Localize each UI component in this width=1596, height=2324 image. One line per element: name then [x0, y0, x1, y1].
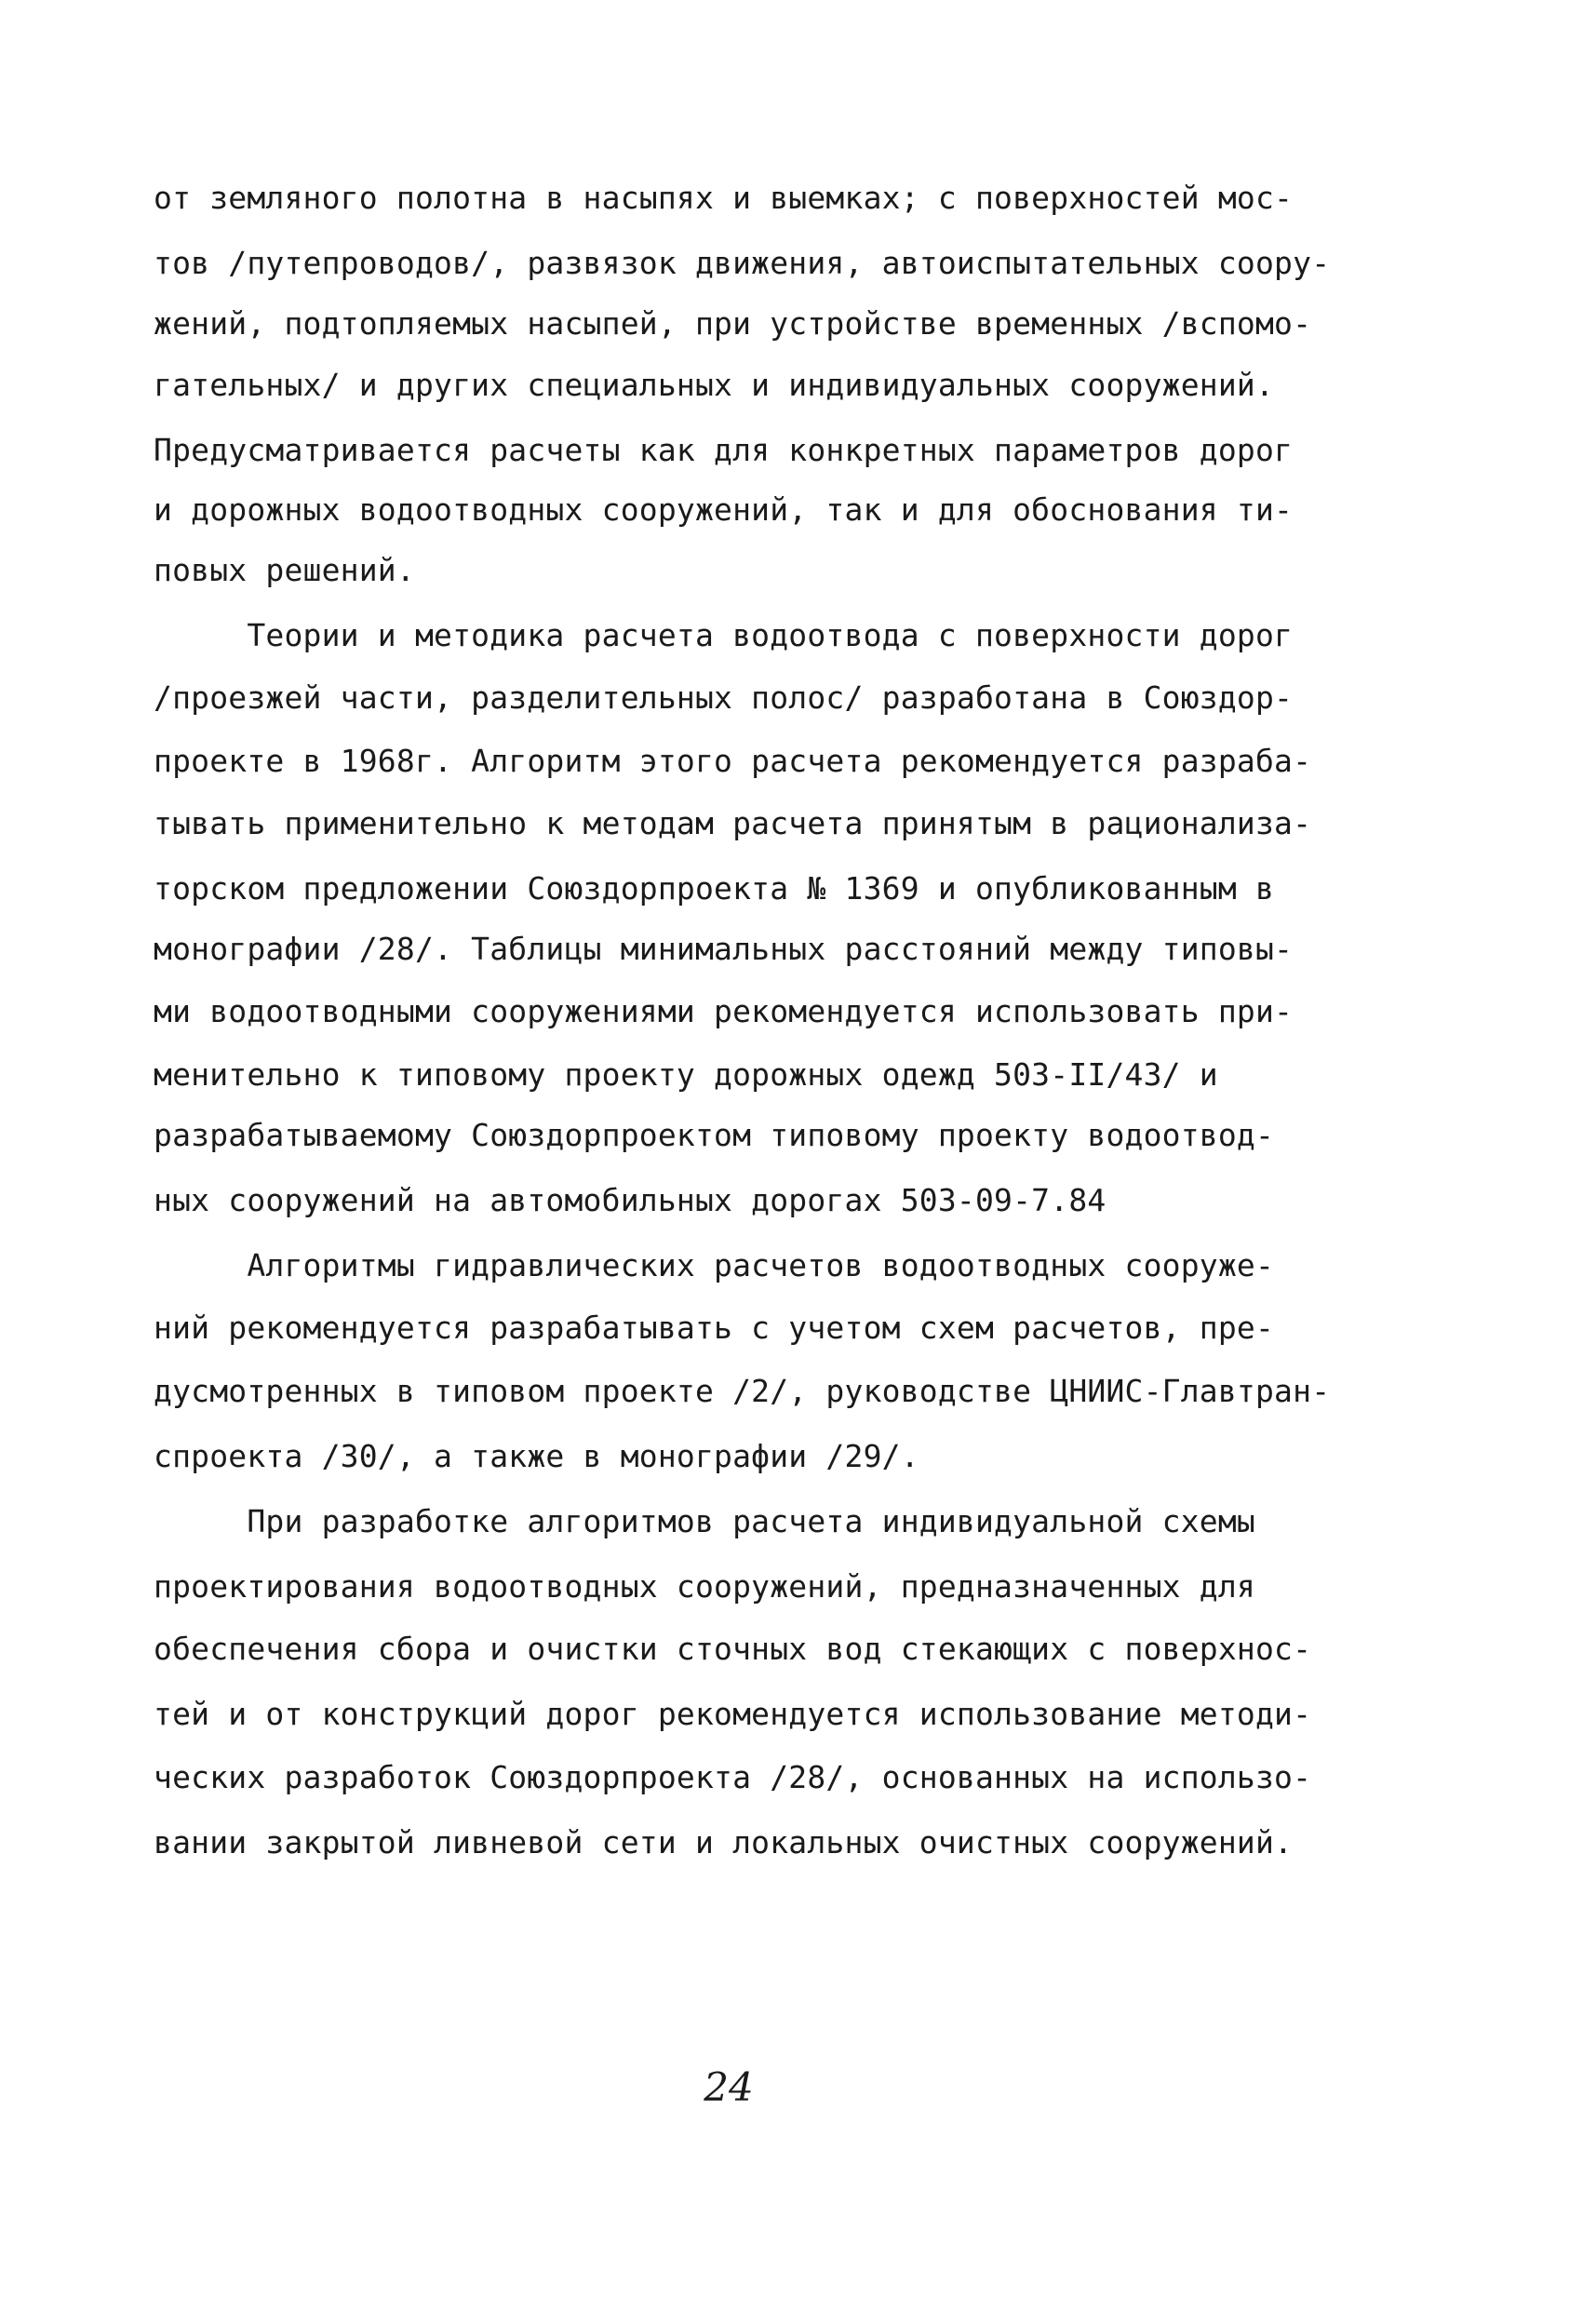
text-line: гательных/ и других специальных и индивидуальных сооружений. — [154, 367, 1275, 403]
text-line: и дорожных водоотводных сооружений, так и для обоснования ти- — [154, 491, 1294, 528]
text-line: жений, подтопляемых насыпей, при устройстве временных /вспомо- — [154, 305, 1312, 342]
text-line: Теории и методика расчета водоотвода с поверхности дорог — [154, 617, 1294, 653]
text-line: монографии /28/. Таблицы минимальных расстояний между типовы- — [154, 931, 1294, 967]
text-line: Алгоритмы гидравлических расчетов водоотводных сооруже- — [154, 1247, 1275, 1283]
text-line: торском предложении Союздорпроекта № 1369 и опубликованным в — [154, 870, 1275, 907]
text-line: ми водоотводными сооружениями рекомендуется использовать при- — [154, 993, 1294, 1029]
text-line: ных сооружений на автомобильных дорогах 503-09-7.84 — [154, 1182, 1106, 1218]
text-line: обеспечения сбора и очистки сточных вод стекающих с поверхнос- — [154, 1631, 1312, 1667]
text-line: тей и от конструкций дорог рекомендуется использование методи- — [154, 1696, 1312, 1732]
text-line: повых решений. — [154, 552, 415, 588]
text-line: тывать применительно к методам расчета принятым в рационализа- — [154, 805, 1312, 841]
text-line: спроекта /30/, а также в монографии /29/. — [154, 1438, 919, 1474]
text-line: вании закрытой ливневой сети и локальных очистных сооружений. — [154, 1824, 1294, 1861]
text-line: ний рекомендуется разрабатывать с учетом схем расчетов, пре- — [154, 1310, 1275, 1346]
text-line: /проезжей части, разделительных полос/ разработана в Союздор- — [154, 679, 1294, 716]
text-line: проекте в 1968г. Алгоритм этого расчета рекомендуется разраба- — [154, 743, 1312, 779]
text-line: Предусматривается расчеты как для конкретных параметров дорог — [154, 432, 1294, 468]
page-number: 24 — [704, 2064, 754, 2110]
text-line: тов /путепроводов/, развязок движения, автоиспытательных соору- — [154, 245, 1331, 281]
text-line: менительно к типовому проекту дорожных одежд 503-II/43/ и — [154, 1056, 1218, 1093]
text-line: ческих разработок Союздорпроекта /28/, основанных на использо- — [154, 1759, 1312, 1795]
text-line: дусмотренных в типовом проекте /2/, руководстве ЦНИИС-Главтран- — [154, 1373, 1331, 1409]
text-line: от земляного полотна в насыпях и выемках; с поверхностей мос- — [154, 180, 1294, 216]
text-line: При разработке алгоритмов расчета индивидуальной схемы — [154, 1503, 1255, 1539]
text-line: проектирования водоотводных сооружений, предназначенных для — [154, 1568, 1255, 1605]
text-line: разрабатываемому Союздорпроектом типовому проекту водоотвод- — [154, 1117, 1275, 1153]
